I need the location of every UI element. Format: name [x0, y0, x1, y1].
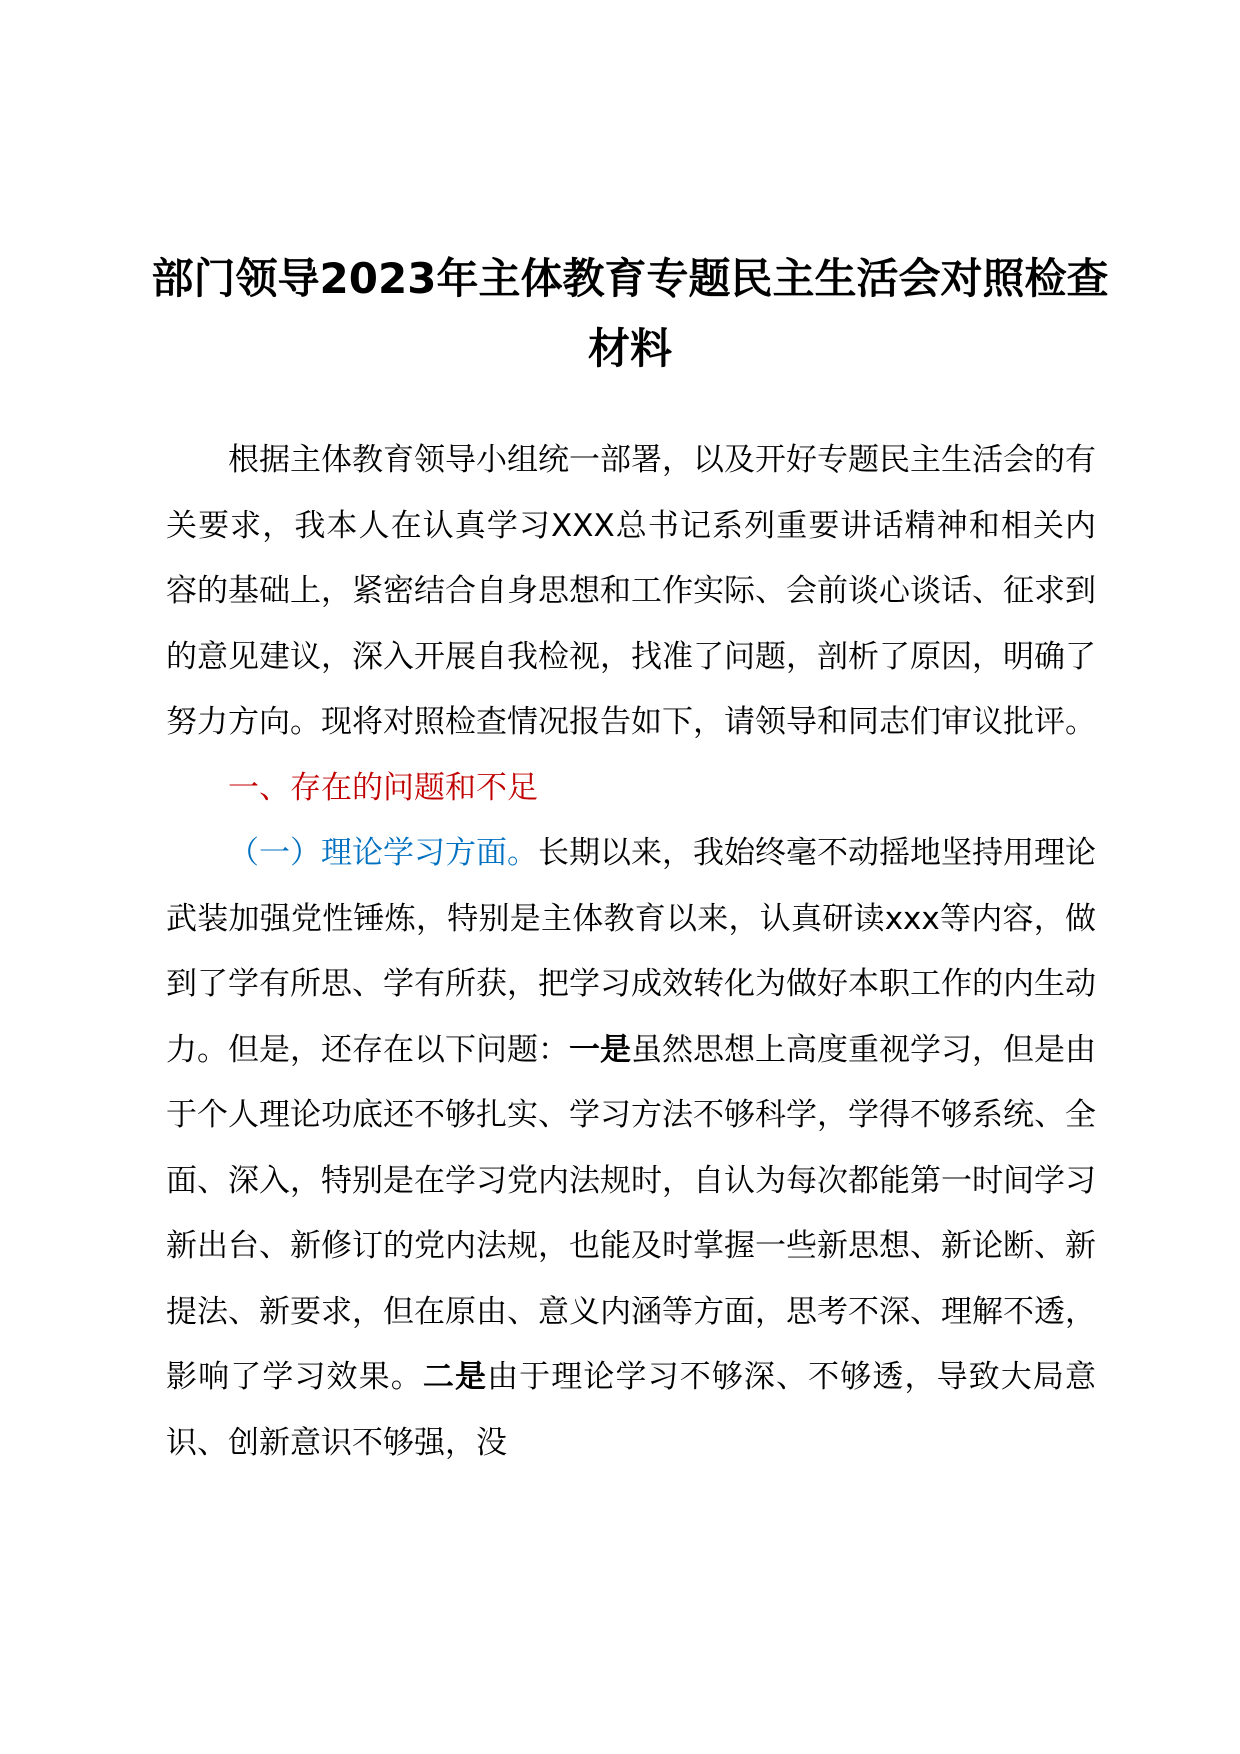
- document-title: 部门领导2023年主体教育专题民主生活会对照检查材料: [151, 254, 1109, 373]
- document-body: [166, 428, 1096, 1476]
- paragraph-text: 长期以来，我始终毫不动摇地坚持用理论武装加强党性锤炼，特别是主体教育以来，认真研读xxx等内容，做到了学有所思、学有所获，把学习成效转化为做好本职工作的内生动力。但是，还存在以下问题：: [166, 835, 1096, 1068]
- subsection-heading: （一）理论学习方面。: [228, 835, 538, 871]
- section-heading: 一、存在的问题和不足: [228, 769, 538, 806]
- intro-paragraph: 根据主体教育领导小组统一部署，以及开好专题民主生活会的有关要求，我本人在认真学习XXX总书记系列重要讲话精神和相关内容的基础上，紧密结合自身思想和工作实际、会前谈心谈话、征求到的意见建议，深入开展自我检视，找准了问题，剖析了原因，明确了努力方向。现将对照检查情况报告如下，请领导和同志们审议批评。: [166, 442, 1096, 740]
- paragraph-text: 由于理论学习不够深、不够透，导致大局意识、创新意识不够强，没: [166, 1359, 1097, 1461]
- point-label: 一是: [569, 1031, 631, 1068]
- theory-study-paragraph: [166, 821, 1096, 1476]
- point-label: 二是: [422, 1359, 488, 1395]
- paragraph-text: 虽然思想上高度重视学习，但是由于个人理论功底还不够扎实、学习方法不够科学，学得不够系统、全面、深入，特别是在学习党内法规时，自认为每次都能第一时间学习新出台、新修订的党内法规，也能及时掌握一些新思想、新论断、新提法、新要求，但在原由、意义内涵等方面，思考不深、理解不透，影响了学习效果。: [166, 1031, 1096, 1395]
